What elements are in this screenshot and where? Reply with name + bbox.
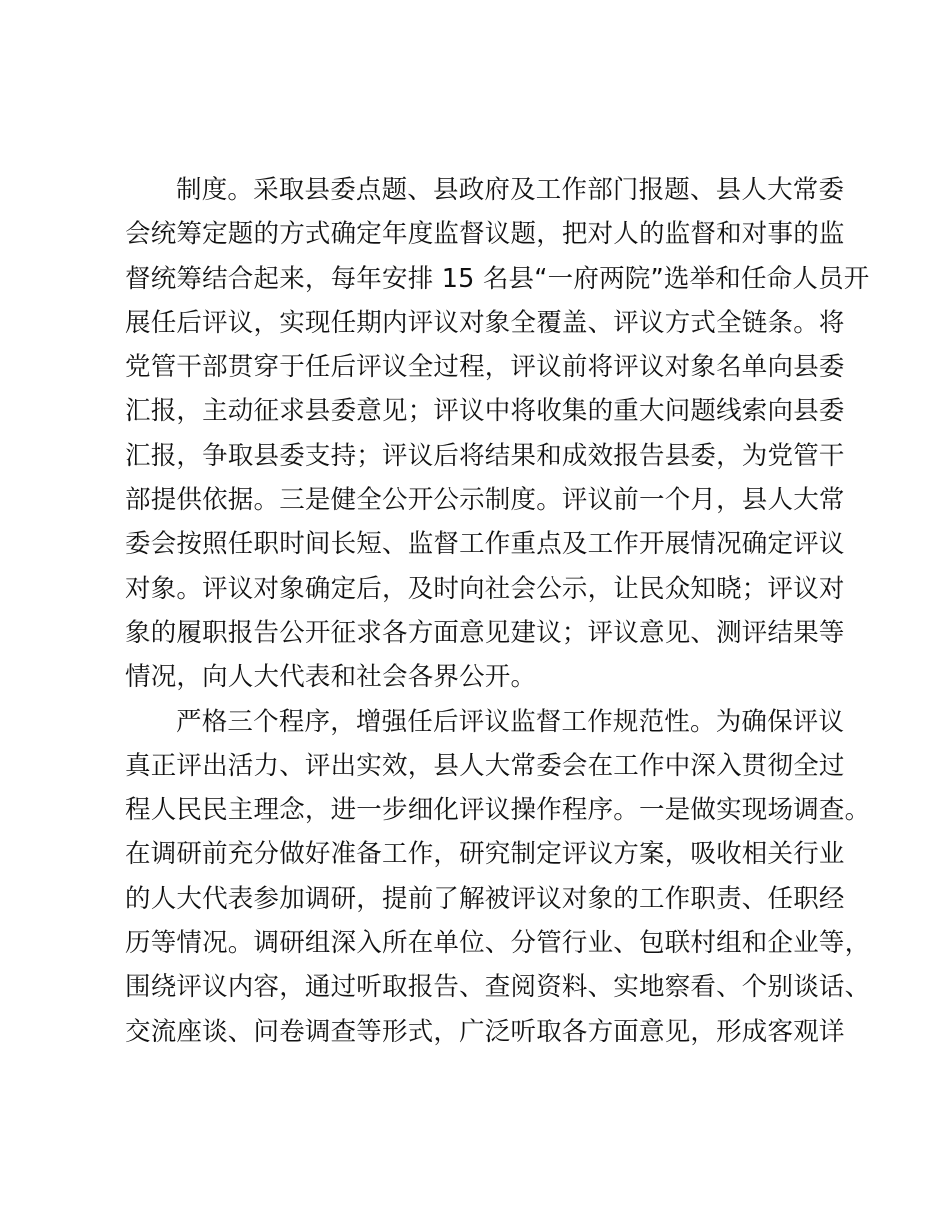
text-line: 委会按照任职时间长短、监督工作重点及工作开展情况确定评议 [125, 529, 845, 560]
text-line: 交流座谈、问卷调查等形式，广泛听取各方面意见，形成客观详 [125, 1016, 845, 1047]
text-line: 围绕评议内容，通过听取报告、查阅资料、实地察看、个别谈话、 [125, 972, 871, 1003]
text-line: 党管干部贯穿于任后评议全过程，评议前将评议对象名单向县委 [125, 352, 845, 383]
text-line: 程人民民主理念，进一步细化评议操作程序。一是做实现场调查。 [125, 795, 871, 826]
text-line: 汇报，争取县委支持；评议后将结果和成效报告县委，为党管干 [125, 440, 845, 471]
text-line: 制度。采取县委点题、县政府及工作部门报题、县人大常委 [176, 175, 845, 205]
text-line: 在调研前充分做好准备工作，研究制定评议方案，吸收相关行业 [125, 839, 845, 870]
text-line: 象的履职报告公开征求各方面意见建议；评议意见、测评结果等 [125, 617, 845, 648]
text-line: 展任后评议，实现任期内评议对象全覆盖、评议方式全链条。将 [125, 307, 845, 338]
text-line: 会统筹定题的方式确定年度监督议题，把对人的监督和对事的监 [125, 219, 845, 250]
text-line: 真正评出活力、评出实效，县人大常委会在工作中深入贯彻全过 [125, 750, 845, 781]
text-line: 历等情况。调研组深入所在单位、分管行业、包联村组和企业等， [125, 928, 871, 959]
text-line: 部提供依据。三是健全公开公示制度。评议前一个月，县人大常 [125, 485, 845, 516]
text-line: 的人大代表参加调研，提前了解被评议对象的工作职责、任职经 [125, 883, 845, 914]
text-line: 督统筹结合起来，每年安排 15 名县“一府两院”选举和任命人员开 [125, 263, 870, 294]
text-line: 汇报，主动征求县委意见；评议中将收集的重大问题线索向县委 [125, 396, 845, 427]
text-line: 对象。评议对象确定后，及时向社会公示，让民众知晓；评议对 [125, 573, 845, 604]
text-line: 严格三个程序，增强任后评议监督工作规范性。为确保评议 [176, 706, 845, 737]
document-body [125, 168, 871, 1054]
text-line: 情况，向人大代表和社会各界公开。 [125, 662, 537, 693]
